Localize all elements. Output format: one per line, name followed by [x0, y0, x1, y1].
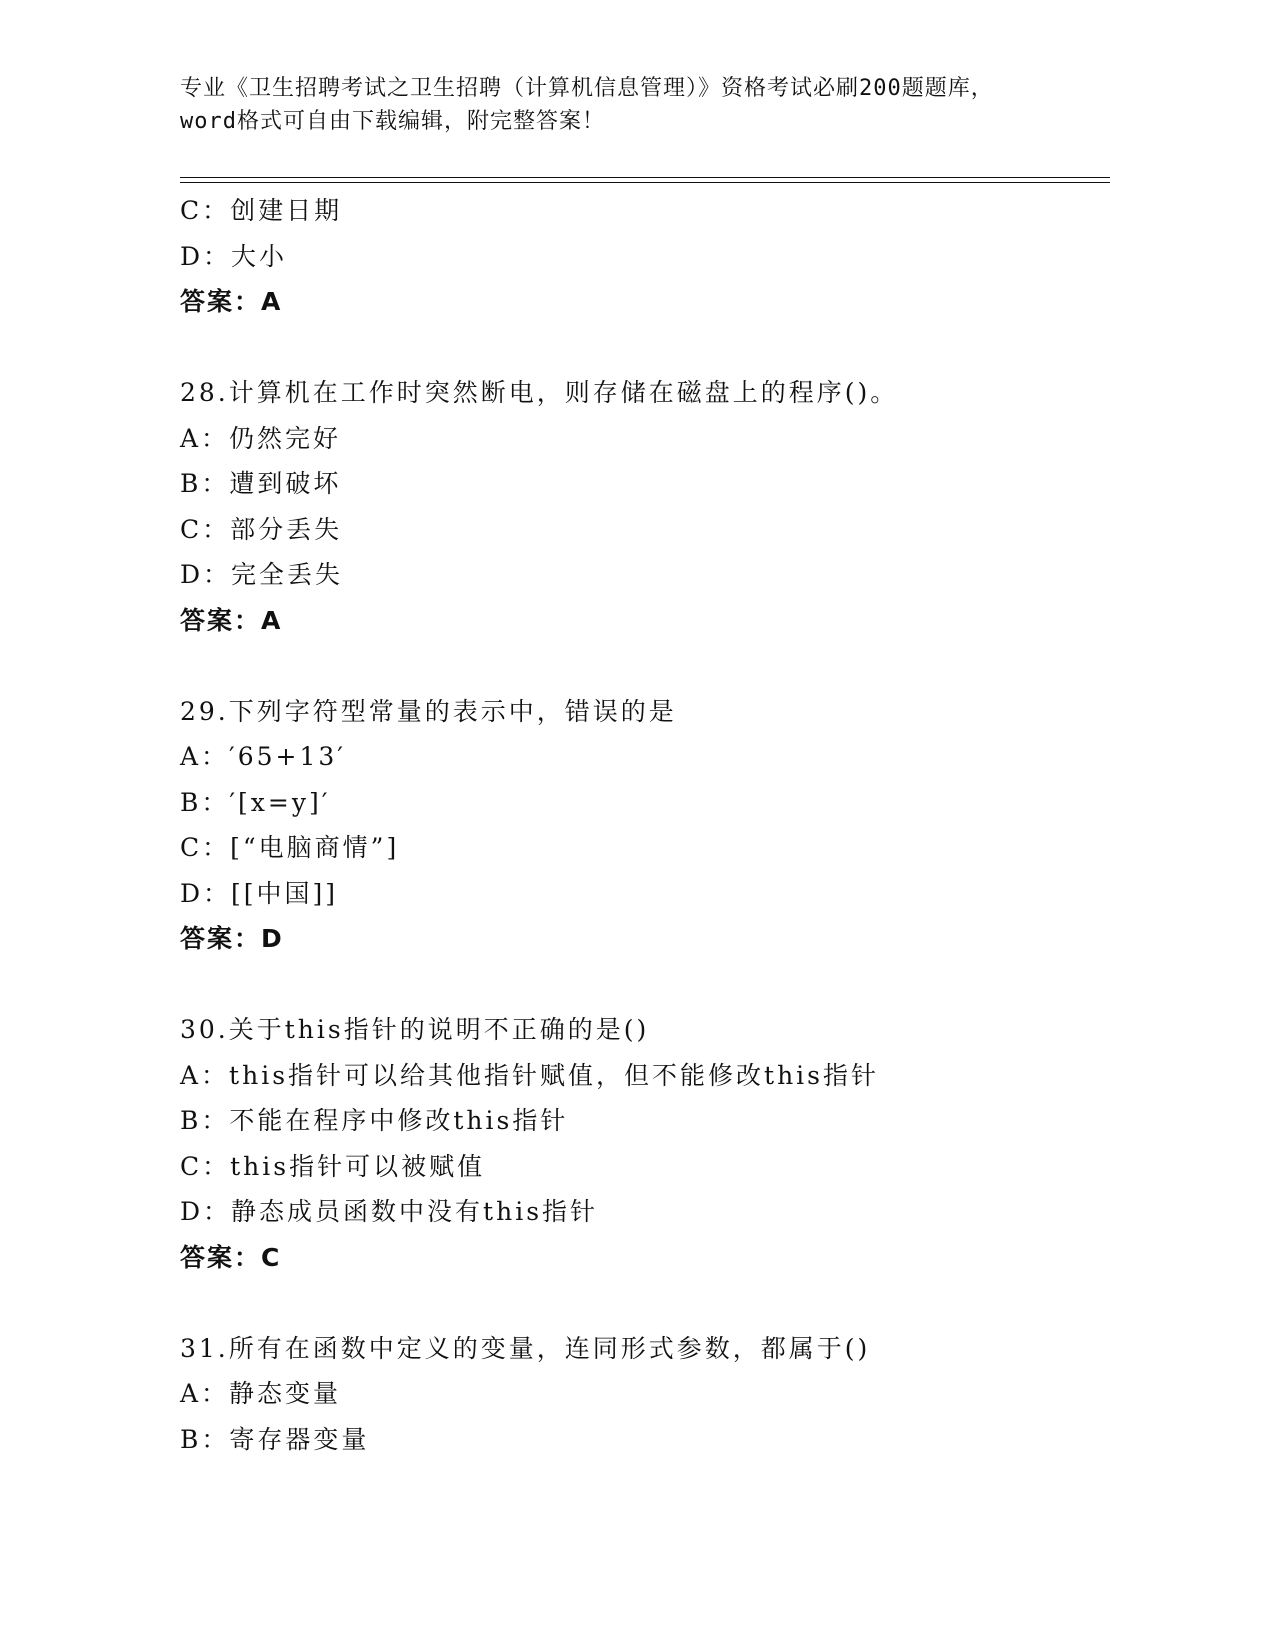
option-d: D：[[中国]]: [180, 878, 339, 908]
option-a: A：仍然完好: [180, 423, 342, 453]
question-block-27: [180, 188, 1110, 325]
option-b: B：不能在程序中修改this指针: [180, 1106, 569, 1135]
header-line-2: word格式可自由下载编辑，附完整答案！: [180, 109, 605, 134]
question-stem: 31.所有在函数中定义的变量，连同形式参数，都属于(): [180, 1333, 871, 1363]
option-c: C：this指针可以被赋值: [180, 1151, 486, 1181]
question-stem: 29.下列字符型常量的表示中，错误的是: [180, 696, 677, 726]
question-list: [180, 188, 1110, 1462]
option-b: B：′[x=y]′: [180, 787, 331, 817]
option-d: D：静态成员函数中没有this指针: [180, 1197, 599, 1226]
header-divider-bottom: [180, 182, 1110, 183]
header-divider-top: [180, 177, 1110, 178]
spacer: [180, 325, 1110, 371]
option-b: B：寄存器变量: [180, 1424, 370, 1454]
option-b: B：遭到破坏: [180, 469, 342, 498]
answer-line: 答案：C: [180, 1242, 282, 1272]
option-d: D：大小: [180, 241, 288, 271]
option-a: A：静态变量: [180, 1379, 342, 1408]
option-d: D：完全丢失: [180, 560, 344, 589]
question-block-30: [180, 1007, 1110, 1280]
document-header: [180, 72, 1110, 138]
spacer: [180, 1280, 1110, 1326]
option-c: C：[“电脑商情”]: [180, 833, 400, 862]
question-block-29: [180, 689, 1110, 962]
option-c: C：部分丢失: [180, 514, 343, 544]
question-stem: 28.计算机在工作时突然断电，则存储在磁盘上的程序()。: [180, 378, 899, 407]
option-a: A：′65+13′: [180, 742, 346, 771]
answer-line: 答案：A: [180, 605, 283, 635]
spacer: [180, 643, 1110, 689]
question-block-31: [180, 1326, 1110, 1463]
answer-line: 答案：A: [180, 287, 283, 316]
header-line-1: 专业《卫生招聘考试之卫生招聘（计算机信息管理）》资格考试必刷200题题库，: [180, 76, 994, 101]
spacer: [180, 962, 1110, 1008]
question-stem: 30.关于this指针的说明不正确的是(): [180, 1015, 650, 1044]
question-block-28: [180, 370, 1110, 643]
option-a: A：this指针可以给其他指针赋值，但不能修改this指针: [180, 1060, 880, 1090]
answer-line: 答案：D: [180, 924, 284, 953]
option-c: C：创建日期: [180, 196, 343, 225]
